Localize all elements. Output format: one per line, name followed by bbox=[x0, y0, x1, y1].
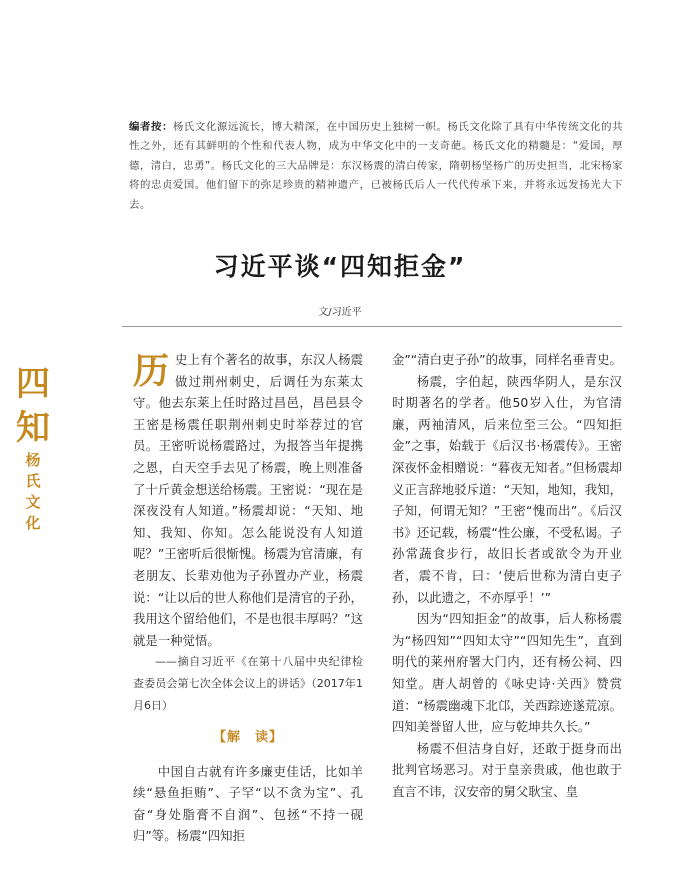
drop-cap: 历 bbox=[133, 350, 170, 392]
paragraph: 金”“清白吏子孙”的故事，同样名垂青史。 bbox=[392, 352, 622, 367]
side-mark-char: 杨 bbox=[25, 451, 41, 469]
editor-note bbox=[129, 118, 623, 215]
article-title: 习近平谈“四知拒金” bbox=[213, 252, 467, 281]
editor-note-label: 编者按： bbox=[129, 121, 173, 133]
side-mark bbox=[8, 362, 58, 534]
right-column bbox=[392, 349, 622, 802]
section-title: 【解 读】 bbox=[212, 730, 283, 746]
side-mark-char: 文 bbox=[25, 493, 41, 511]
paragraph: 杨震不但洁身自好，还敢于挺身而出批判官场恶习。对于皇亲贵戚，他也敢于直言不讳，汉安帝的舅父耿宝、皇 bbox=[392, 740, 622, 799]
article-byline: 文/习近平 bbox=[318, 307, 362, 318]
side-mark-char: 知 bbox=[16, 408, 50, 448]
editor-note-text: 杨氏文化源远流长，博大精深，在中国历史上独树一帜。杨氏文化除了具有中华传统文化的共性之外，还有其鲜明的个性和代表人物，成为中华文化中的一支奇葩。杨氏文化的精髓是：“爱国，厚德，清白，忠勇”。杨氏文化的三大品牌是：东汉杨震的清白传家，隋朝杨坚杨广的历史担当，北宋杨家将的忠贞爱国。他们留下的弥足珍贵的精神遗产，已被杨氏后人一代代传承下来，并将永远发扬光大下去。 bbox=[129, 121, 623, 211]
paragraph bbox=[133, 349, 363, 651]
paragraph: 因为“四知拒金”的故事，后人称杨震为“杨四知”“四知太守”“四知先生”，直到明代的莱州府署大门内，还有杨公祠、四知堂。唐人胡曾的《咏史诗·关西》赞赏道：“杨震幽魂下北邙，关西踪迹遂荒凉。四知美誉留人世，应与乾坤共久长。” bbox=[392, 611, 622, 735]
side-mark-char: 四 bbox=[16, 364, 50, 404]
paragraph: 中国自古就有许多廉吏佳话，比如羊续“悬鱼拒贿”、子罕“以不贪为宝”、孔奋“身处脂膏不自润”、包拯“不持一砚归”等。杨震“四知拒 bbox=[133, 763, 363, 844]
divider bbox=[122, 326, 622, 327]
paragraph-text: 史上有个著名的故事，东汉人杨震做过荆州刺史，后调任为东莱太守。他去东莱上任时路过昌邑，昌邑县令王密是杨震任职荆州刺史时举荐过的官员。王密听说杨震路过，为报答当年提携之恩，白天空手去见了杨震，晚上则准备了十斤黄金想送给杨震。王密说：“现在是深夜没有人知道。”杨震却说：“天知、地知、我知、你知。怎么能说没有人知道呢？”王密听后很惭愧。杨震为官清廉，有老朋友、长辈劝他为子孙置办产业，杨震说：“让以后的世人称他们是清官的子孙，我用这个留给他们，不是也很丰厚吗？”这就是一种觉悟。 bbox=[133, 352, 363, 648]
side-mark-char: 化 bbox=[25, 514, 41, 532]
paragraph: 杨震，字伯起，陕西华阴人，是东汉时期著名的学者。他50岁入仕，为官清廉，两袖清风，后来位至三公。“四知拒金”之事，始载于《后汉书·杨震传》。王密深夜怀金相赠说：“暮夜无知者。”但杨震却义正言辞地驳斥道：“天知，地知，我知，子知，何谓无知？”王密“愧而出”。《后汉书》还记载，杨震“性公廉，不受私谒。子孙常蔬食步行，故旧长者或欲令为开业者，震不肯，曰：‘使后世称为清白吏子孙，以此遗之，不亦厚乎！’” bbox=[392, 373, 622, 605]
left-column bbox=[133, 349, 363, 847]
quote-source: ——摘自习近平《在第十八届中央纪律检查委员会第七次全体会议上的讲话》（2017年1月6日） bbox=[133, 655, 363, 712]
side-mark-char: 氏 bbox=[25, 472, 41, 490]
